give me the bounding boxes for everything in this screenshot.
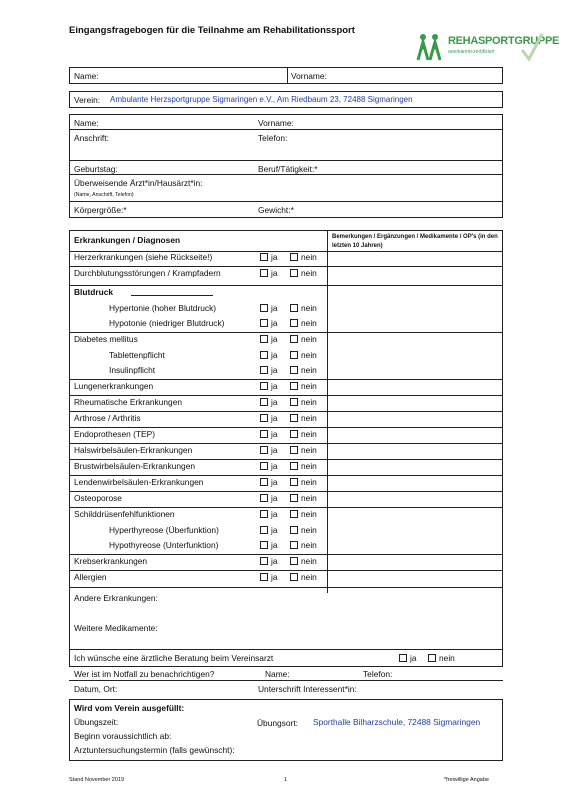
disease-nein-checkbox[interactable]: nein xyxy=(290,334,317,344)
disease-nein-checkbox[interactable]: nein xyxy=(290,365,317,375)
remarks-header: Bemerkungen / Ergänzungen / Medikamente / OP's (in den letzten 10 Jahren) xyxy=(332,234,498,249)
disease-nein-checkbox[interactable]: nein xyxy=(290,252,317,262)
unterschrift-field[interactable]: Unterschrift Interessent*in: xyxy=(258,684,357,694)
disease-label: Diabetes mellitus xyxy=(74,334,138,344)
disease-label: Osteoporose xyxy=(74,493,122,503)
verein-fill-header: Wird vom Verein ausgefüllt: xyxy=(74,703,185,713)
table-row-divider xyxy=(69,459,503,460)
checkbox-icon xyxy=(428,654,436,662)
disease-ja-checkbox[interactable]: ja xyxy=(260,413,278,423)
checkbox-icon xyxy=(290,414,298,422)
disease-nein-checkbox[interactable]: nein xyxy=(290,477,317,487)
vorname-field[interactable]: Vorname: xyxy=(258,118,294,128)
checkbox-icon xyxy=(290,366,298,374)
disease-label: Hyperthyreose (Überfunktion) xyxy=(109,525,219,535)
footer-stand: Stand November 2019 xyxy=(69,777,125,783)
rehasport-logo xyxy=(416,32,560,64)
disease-nein-checkbox[interactable]: nein xyxy=(290,303,317,313)
disease-label: Hypotonie (niedriger Blutdruck) xyxy=(109,318,225,328)
checkbox-icon xyxy=(399,654,407,662)
disease-label: Brustwirbelsäulen-Erkrankungen xyxy=(74,461,196,471)
checkbox-icon xyxy=(260,541,268,549)
disease-ja-checkbox[interactable]: ja xyxy=(260,252,278,262)
telefon-field[interactable]: Telefon: xyxy=(258,133,288,143)
andere-erkrankungen-field[interactable]: Andere Erkrankungen: xyxy=(74,593,158,603)
anschrift-field[interactable]: Anschrift: xyxy=(74,133,109,143)
checkbox-icon xyxy=(260,462,268,470)
table-row-divider xyxy=(69,427,503,428)
checkbox-icon xyxy=(290,526,298,534)
notfall-label: Wer ist im Notfall zu benachrichtigen? xyxy=(74,669,215,679)
disease-ja-checkbox[interactable]: ja xyxy=(260,318,278,328)
checkbox-icon xyxy=(260,304,268,312)
checkbox-icon xyxy=(260,526,268,534)
disease-ja-checkbox[interactable]: ja xyxy=(260,303,278,313)
page-title: Eingangsfragebogen für die Teilnahme am Rehabilitationssport xyxy=(69,25,355,36)
table-row-divider xyxy=(69,491,503,492)
beruf-field[interactable]: Beruf/Tätigkeit:* xyxy=(258,164,318,174)
checkbox-icon xyxy=(290,304,298,312)
top-vorname-field[interactable]: Vorname: xyxy=(291,71,327,81)
disease-ja-checkbox[interactable]: ja xyxy=(260,268,278,278)
checkbox-icon xyxy=(260,446,268,454)
beratung-ja-checkbox[interactable]: ja xyxy=(399,653,417,663)
disease-label: Herzerkrankungen (siehe Rückseite!) xyxy=(74,252,213,262)
table-row-divider xyxy=(69,395,503,396)
disease-nein-checkbox[interactable]: nein xyxy=(290,397,317,407)
disease-nein-checkbox[interactable]: nein xyxy=(290,445,317,455)
logo-sub-text: anerkannt+zertifiziert xyxy=(448,49,495,55)
disease-nein-checkbox[interactable]: nein xyxy=(290,461,317,471)
disease-nein-checkbox[interactable]: nein xyxy=(290,540,317,550)
disease-nein-checkbox[interactable]: nein xyxy=(290,318,317,328)
checkbox-icon xyxy=(260,478,268,486)
checkbox-icon xyxy=(290,319,298,327)
footer-page-number: 1 xyxy=(284,777,288,783)
gewicht-field[interactable]: Gewicht:* xyxy=(258,205,294,215)
disease-ja-checkbox[interactable]: ja xyxy=(260,540,278,550)
disease-ja-checkbox[interactable]: ja xyxy=(260,365,278,375)
checkbox-icon xyxy=(260,253,268,261)
disease-nein-checkbox[interactable]: nein xyxy=(290,493,317,503)
disease-ja-checkbox[interactable]: ja xyxy=(260,429,278,439)
disease-label: Halswirbelsäulen-Erkrankungen xyxy=(74,445,193,455)
top-name-field[interactable]: Name: xyxy=(74,71,99,81)
table-row-divider xyxy=(69,443,503,444)
table-row-divider xyxy=(69,266,503,267)
disease-ja-checkbox[interactable]: ja xyxy=(260,350,278,360)
arzttermin-field[interactable]: Arztuntersuchungstermin (falls gewünscht): xyxy=(74,745,235,755)
checkmark-icon xyxy=(520,32,544,62)
blutdruck-underline xyxy=(131,295,213,296)
checkbox-icon xyxy=(290,478,298,486)
table-row-divider xyxy=(69,285,503,286)
checkbox-icon xyxy=(260,430,268,438)
verein-value: Ambulante Herzsportgruppe Sigmaringen e.V., Am Riedbaum 23, 72488 Sigmaringen xyxy=(110,95,413,104)
disease-label: Lendenwirbelsäulen-Erkrankungen xyxy=(74,477,204,487)
checkbox-icon xyxy=(290,382,298,390)
disease-label: Endoprothesen (TEP) xyxy=(74,429,156,439)
arzt-field[interactable]: Überweisende Ärzt*in/Hausärzt*in: xyxy=(74,178,203,188)
checkbox-icon xyxy=(260,494,268,502)
checkbox-icon xyxy=(290,253,298,261)
beginn-field[interactable]: Beginn voraussichtlich ab: xyxy=(74,731,172,741)
disease-ja-checkbox[interactable]: ja xyxy=(260,493,278,503)
disease-label: Krebserkrankungen xyxy=(74,556,148,566)
disease-ja-checkbox[interactable]: ja xyxy=(260,556,278,566)
table-row-divider xyxy=(69,332,503,333)
checkbox-icon xyxy=(290,541,298,549)
disease-ja-checkbox[interactable]: ja xyxy=(260,381,278,391)
disease-ja-checkbox[interactable]: ja xyxy=(260,477,278,487)
checkbox-icon xyxy=(290,446,298,454)
uebungsort-label: Übungsort: xyxy=(257,718,298,728)
checkbox-icon xyxy=(290,494,298,502)
disease-nein-checkbox[interactable]: nein xyxy=(290,556,317,566)
disease-nein-checkbox[interactable]: nein xyxy=(290,509,317,519)
logo-figures-icon xyxy=(416,32,446,62)
beratung-label: Ich wünsche eine ärztliche Beratung beim Vereinsarzt xyxy=(74,653,274,663)
disease-label: Lungenerkrankungen xyxy=(74,381,154,391)
checkbox-icon xyxy=(260,510,268,518)
checkbox-icon xyxy=(260,319,268,327)
beratung-nein-checkbox[interactable]: nein xyxy=(428,653,455,663)
arzt-hint: (Name, Anschrift, Telefon) xyxy=(74,192,134,198)
checkbox-icon xyxy=(290,557,298,565)
verein-label: Verein: xyxy=(74,95,101,105)
table-row-divider xyxy=(69,475,503,476)
checkbox-icon xyxy=(260,366,268,374)
disease-label: Hypertonie (hoher Blutdruck) xyxy=(109,303,217,313)
disease-ja-checkbox[interactable]: ja xyxy=(260,334,278,344)
table-row-divider xyxy=(69,411,503,412)
checkbox-icon xyxy=(260,335,268,343)
disease-label: Insulinpflicht xyxy=(109,365,156,375)
checkbox-icon xyxy=(290,462,298,470)
checkbox-icon xyxy=(290,398,298,406)
disease-nein-checkbox[interactable]: nein xyxy=(290,525,317,535)
disease-label: Rheumatische Erkrankungen xyxy=(74,397,183,407)
disease-label: Schilddrüsenfehlfunktionen xyxy=(74,509,175,519)
checkbox-icon xyxy=(260,573,268,581)
table-row-divider xyxy=(69,507,503,508)
checkbox-icon xyxy=(290,573,298,581)
checkbox-icon xyxy=(260,414,268,422)
disease-nein-checkbox[interactable]: nein xyxy=(290,350,317,360)
disease-ja-checkbox[interactable]: ja xyxy=(260,445,278,455)
disease-ja-checkbox[interactable]: ja xyxy=(260,509,278,519)
disease-nein-checkbox[interactable]: nein xyxy=(290,268,317,278)
uebungsort-value: Sporthalle Bilharzschule, 72488 Sigmaringen xyxy=(313,717,481,727)
weitere-medikamente-field[interactable]: Weitere Medikamente: xyxy=(74,623,158,633)
table-row-divider xyxy=(69,587,503,588)
checkbox-icon xyxy=(260,351,268,359)
checkbox-icon xyxy=(260,557,268,565)
table-row-divider xyxy=(69,554,503,555)
diseases-header: Erkrankungen / Diagnosen xyxy=(74,235,181,245)
checkbox-icon xyxy=(290,351,298,359)
datum-ort-field[interactable]: Datum, Ort: xyxy=(74,684,118,694)
groesse-field[interactable]: Körpergröße:* xyxy=(74,205,127,215)
disease-nein-checkbox[interactable]: nein xyxy=(290,429,317,439)
footer-note: *freiwillige Angabe xyxy=(444,777,489,783)
disease-ja-checkbox[interactable]: ja xyxy=(260,397,278,407)
table-row-divider xyxy=(69,379,503,380)
disease-ja-checkbox[interactable]: ja xyxy=(260,572,278,582)
checkbox-icon xyxy=(290,269,298,277)
top-name-box xyxy=(69,67,503,84)
logo-brand-text: REHASPORTGRUPPE xyxy=(448,35,560,47)
notfall-name-field[interactable]: Name: xyxy=(265,669,290,679)
disease-ja-checkbox[interactable]: ja xyxy=(260,525,278,535)
disease-label: Blutdruck xyxy=(74,287,114,297)
table-row-divider xyxy=(69,570,503,571)
disease-ja-checkbox[interactable]: ja xyxy=(260,461,278,471)
notfall-telefon-field[interactable]: Telefon: xyxy=(363,669,393,679)
uebungszeit-field[interactable]: Übungszeit: xyxy=(74,717,119,727)
checkbox-icon xyxy=(260,269,268,277)
name-field[interactable]: Name: xyxy=(74,118,99,128)
checkbox-icon xyxy=(290,430,298,438)
geburtstag-field[interactable]: Geburtstag: xyxy=(74,164,118,174)
disease-label: Allergien xyxy=(74,572,107,582)
disease-label: Durchblutungsstörungen / Krampfadern xyxy=(74,268,221,278)
checkbox-icon xyxy=(260,382,268,390)
disease-nein-checkbox[interactable]: nein xyxy=(290,572,317,582)
disease-label: Tablettenpflicht xyxy=(109,350,165,360)
checkbox-icon xyxy=(260,398,268,406)
disease-nein-checkbox[interactable]: nein xyxy=(290,413,317,423)
disease-nein-checkbox[interactable]: nein xyxy=(290,381,317,391)
disease-label: Arthrose / Arthritis xyxy=(74,413,141,423)
checkbox-icon xyxy=(290,510,298,518)
disease-label: Hypothyreose (Unterfunktion) xyxy=(109,540,219,550)
checkbox-icon xyxy=(290,335,298,343)
